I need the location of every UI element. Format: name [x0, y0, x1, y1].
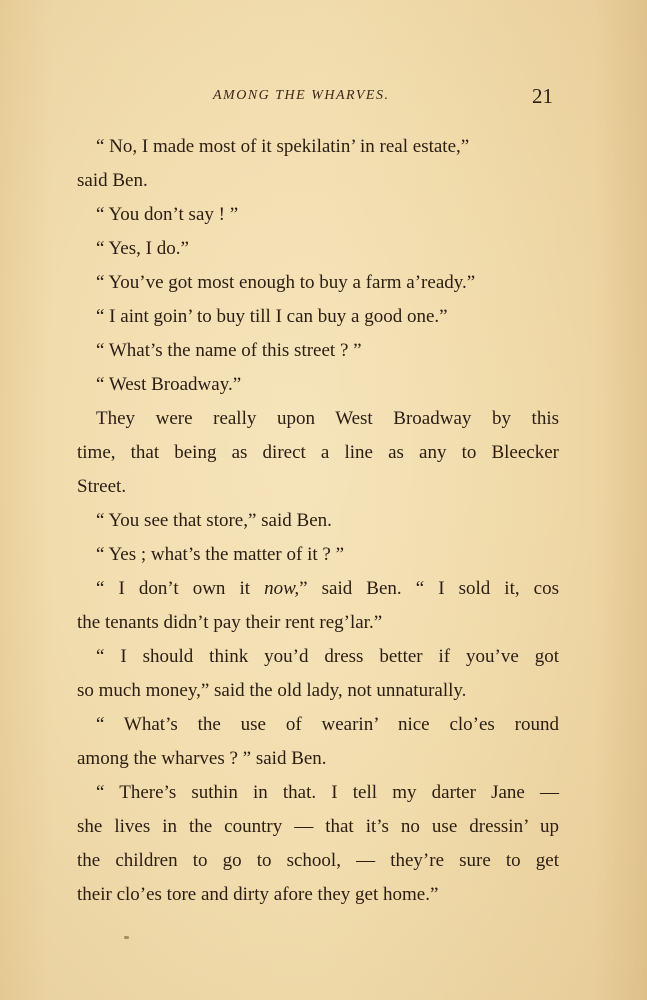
text-segment: “ Yes, I do.” [96, 238, 189, 259]
text-segment: “ No, I made most of it spekilatin’ in real estate,” [96, 136, 470, 157]
text-line [77, 300, 559, 334]
text-line [77, 640, 559, 674]
text-line [77, 606, 559, 640]
text-line [77, 504, 559, 538]
text-segment: “ I should think you’d dress better if you’ve got [96, 646, 559, 667]
text-segment: “ You don’t say ! ” [96, 204, 239, 225]
text-line [77, 164, 559, 198]
body-text [77, 130, 559, 912]
text-line [77, 130, 559, 164]
running-title: AMONG THE WHARVES. [213, 88, 390, 103]
text-segment: “ What’s the use of wearin’ nice clo’es round [96, 714, 559, 735]
text-segment: among the wharves ? ” said Ben. [77, 748, 327, 769]
page-header [0, 84, 647, 110]
text-segment: the children to go to school, — they’re sure to get [77, 850, 559, 871]
text-segment: “ West Broadway.” [96, 374, 242, 395]
text-segment: time, that being as direct a line as any to Bleecker [77, 442, 559, 463]
text-segment: “ I don’t own it [96, 578, 265, 599]
paper-speck [124, 936, 129, 939]
text-segment: ” said Ben. “ I sold it, cos [299, 578, 559, 599]
text-segment: said Ben. [77, 170, 148, 191]
text-line [77, 402, 559, 436]
text-line [77, 368, 559, 402]
text-line [77, 776, 559, 810]
text-segment: so much money,” said the old lady, not unnaturally. [77, 680, 467, 701]
page-number: 21 [532, 84, 553, 108]
text-line [77, 674, 559, 708]
text-segment: “ There’s suthin in that. I tell my darter Jane — [96, 782, 559, 803]
text-line [77, 266, 559, 300]
text-line [77, 878, 559, 912]
text-segment: she lives in the country — that it’s no use dressin’ up [77, 816, 559, 837]
text-line [77, 742, 559, 776]
text-segment: “ You’ve got most enough to buy a farm a’ready.” [96, 272, 476, 293]
text-line [77, 232, 559, 266]
text-line [77, 708, 559, 742]
text-line [77, 470, 559, 504]
text-line [77, 436, 559, 470]
text-segment: They were really upon West Broadway by this [96, 408, 559, 429]
text-segment: “ You see that store,” said Ben. [96, 510, 332, 531]
text-segment: “ What’s the name of this street ? ” [96, 340, 362, 361]
text-segment: the tenants didn’t pay their rent reg’lar.” [77, 612, 383, 633]
text-line [77, 844, 559, 878]
text-line [77, 810, 559, 844]
emphasized-word: now, [264, 578, 300, 599]
text-line [77, 572, 559, 606]
text-segment: “ Yes ; what’s the matter of it ? ” [96, 544, 345, 565]
text-line [77, 538, 559, 572]
text-line [77, 334, 559, 368]
text-segment: Street. [77, 476, 127, 497]
text-segment: their clo’es tore and dirty afore they get home.” [77, 884, 439, 905]
text-line [77, 198, 559, 232]
text-segment: “ I aint goin’ to buy till I can buy a good one.” [96, 306, 448, 327]
